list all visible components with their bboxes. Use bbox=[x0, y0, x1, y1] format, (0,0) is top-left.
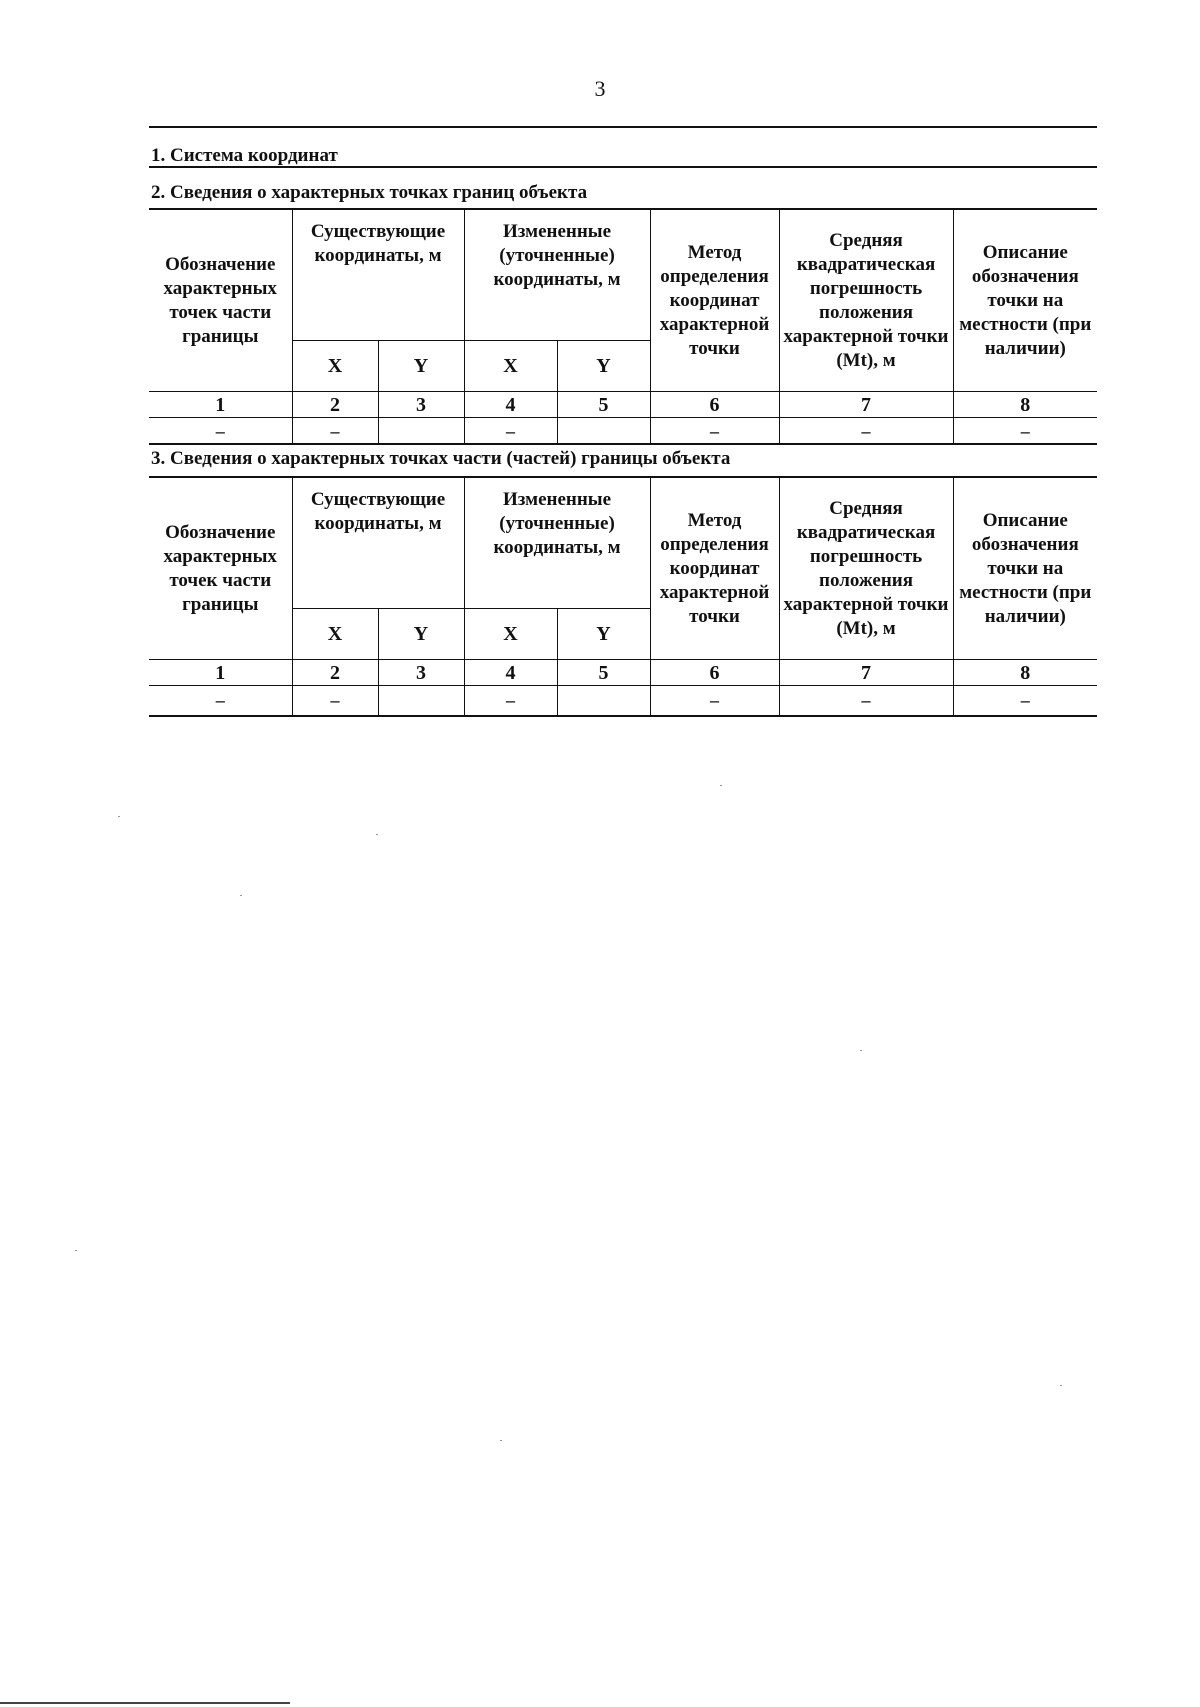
section-2-title: 2. Сведения о характерных точках границ объекта bbox=[151, 182, 588, 203]
table-cell: – bbox=[464, 418, 557, 445]
table-cell: – bbox=[464, 686, 557, 716]
scan-speck bbox=[75, 1250, 77, 1251]
header-point-description: Описание обозначения точки на местности (при наличии) bbox=[953, 477, 1097, 660]
table-cell: – bbox=[292, 686, 378, 716]
subheader-changed-y: Y bbox=[557, 341, 650, 392]
scan-speck bbox=[118, 816, 120, 817]
table-cell: – bbox=[149, 418, 292, 445]
page-number: 3 bbox=[594, 76, 606, 101]
boundary-points-table bbox=[149, 208, 1097, 445]
table-cell: – bbox=[292, 418, 378, 445]
section-top-rule bbox=[149, 126, 1097, 128]
scan-speck bbox=[860, 1050, 862, 1051]
column-number: 6 bbox=[650, 392, 779, 418]
subheader-existing-y: Y bbox=[378, 609, 464, 660]
table-row bbox=[149, 418, 1097, 445]
scan-speck bbox=[1060, 1385, 1062, 1386]
column-number-row bbox=[149, 660, 1097, 686]
table-cell: – bbox=[779, 686, 953, 716]
part-boundary-points-table bbox=[149, 476, 1097, 717]
header-existing-coordinates: Существующие координаты, м bbox=[292, 209, 464, 341]
table-cell: – bbox=[779, 418, 953, 445]
table-cell: – bbox=[149, 686, 292, 716]
header-method: Метод определения координат характерной точки bbox=[650, 209, 779, 392]
column-number: 6 bbox=[650, 660, 779, 686]
column-number: 4 bbox=[464, 660, 557, 686]
table-cell bbox=[557, 686, 650, 716]
subheader-existing-y: Y bbox=[378, 341, 464, 392]
header-designation: Обозначение характерных точек части границы bbox=[149, 209, 292, 392]
scan-speck bbox=[500, 1440, 502, 1441]
table-cell bbox=[378, 686, 464, 716]
column-number: 8 bbox=[953, 660, 1097, 686]
table-cell: – bbox=[650, 686, 779, 716]
column-number: 5 bbox=[557, 392, 650, 418]
table-cell bbox=[378, 418, 464, 445]
subheader-changed-y: Y bbox=[557, 609, 650, 660]
scan-speck bbox=[376, 834, 378, 835]
section-divider-rule bbox=[149, 166, 1097, 168]
subheader-existing-x: X bbox=[292, 609, 378, 660]
header-existing-coordinates: Существующие координаты, м bbox=[292, 477, 464, 609]
section-part-boundary-points bbox=[149, 448, 1097, 470]
column-number: 3 bbox=[378, 660, 464, 686]
header-point-description: Описание обозначения точки на местности (при наличии) bbox=[953, 209, 1097, 392]
table-cell: – bbox=[953, 418, 1097, 445]
column-number: 7 bbox=[779, 660, 953, 686]
table-row bbox=[149, 686, 1097, 716]
header-mean-square-error: Средняя квадратическая погрешность положения характерной точки (Mt), м bbox=[779, 477, 953, 660]
column-number: 7 bbox=[779, 392, 953, 418]
column-number: 4 bbox=[464, 392, 557, 418]
scan-speck bbox=[720, 785, 722, 786]
column-number: 5 bbox=[557, 660, 650, 686]
header-changed-coordinates: Измененные (уточненные) координаты, м bbox=[464, 209, 650, 341]
column-number: 1 bbox=[149, 392, 292, 418]
subheader-changed-x: X bbox=[464, 341, 557, 392]
table-cell: – bbox=[650, 418, 779, 445]
section-coordinate-system bbox=[149, 126, 1097, 167]
column-number: 3 bbox=[378, 392, 464, 418]
subheader-existing-x: X bbox=[292, 341, 378, 392]
column-number: 1 bbox=[149, 660, 292, 686]
header-changed-coordinates: Измененные (уточненные) координаты, м bbox=[464, 477, 650, 609]
section-boundary-points bbox=[149, 166, 1097, 204]
section-1-title: 1. Система координат bbox=[151, 145, 338, 166]
header-mean-square-error: Средняя квадратическая погрешность положения характерной точки (Mt), м bbox=[779, 209, 953, 392]
scan-speck bbox=[240, 895, 242, 896]
table-cell bbox=[557, 418, 650, 445]
column-number: 2 bbox=[292, 392, 378, 418]
table-cell: – bbox=[953, 686, 1097, 716]
column-number: 8 bbox=[953, 392, 1097, 418]
scan-bottom-edge bbox=[0, 1702, 290, 1704]
column-number: 2 bbox=[292, 660, 378, 686]
section-3-title: 3. Сведения о характерных точках части (частей) границы объекта bbox=[151, 448, 731, 469]
header-method: Метод определения координат характерной точки bbox=[650, 477, 779, 660]
column-number-row bbox=[149, 392, 1097, 418]
header-designation: Обозначение характерных точек части границы bbox=[149, 477, 292, 660]
subheader-changed-x: X bbox=[464, 609, 557, 660]
